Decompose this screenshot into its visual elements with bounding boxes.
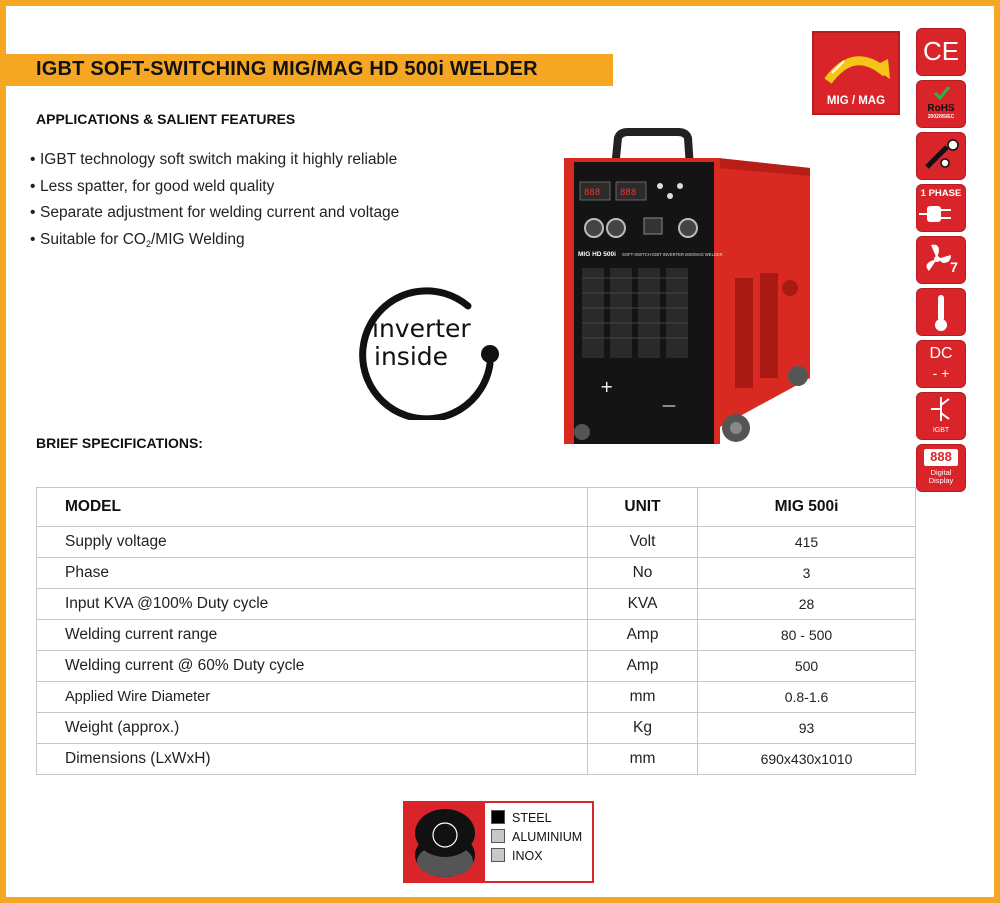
table-row [37, 558, 916, 589]
cell-unit: KVA [588, 589, 698, 620]
igbt-icon: IGBT [917, 393, 965, 439]
cell-value: 3 [698, 558, 916, 589]
welder-machine-image [560, 128, 820, 450]
table-header-row [37, 488, 916, 527]
feature-item: • IGBT technology soft switch making it highly reliable [30, 151, 398, 168]
material-compatibility-box [403, 801, 594, 883]
header-model: MODEL [37, 488, 588, 527]
svg-text:—: — [662, 398, 676, 414]
cell-parameter: Dimensions (LxWxH) [37, 744, 588, 775]
spec-table [36, 487, 916, 775]
cell-parameter: Welding current @ 60% Duty cycle [37, 651, 588, 682]
table-row [37, 713, 916, 744]
inverter-text: inverter [372, 314, 471, 343]
cell-unit: No [588, 558, 698, 589]
cell-parameter: Supply voltage [37, 527, 588, 558]
cell-unit: Volt [588, 527, 698, 558]
material-steel: STEEL [491, 810, 552, 825]
cell-unit: Amp [588, 651, 698, 682]
cell-parameter: Input KVA @100% Duty cycle [37, 589, 588, 620]
cell-value: 415 [698, 527, 916, 558]
cell-unit: Amp [588, 620, 698, 651]
torch-icon [917, 133, 965, 179]
svg-text:888: 888 [620, 188, 637, 198]
wire-spool-icon [405, 803, 485, 881]
header-mig500i: MIG 500i [698, 488, 916, 527]
table-row [37, 651, 916, 682]
inside-text: inside [374, 342, 449, 371]
swatch-aluminium [491, 829, 505, 843]
swatch-steel [491, 810, 505, 824]
cell-unit: Kg [588, 713, 698, 744]
svg-text:888: 888 [584, 188, 601, 198]
cell-value: 93 [698, 713, 916, 744]
material-aluminium: ALUMINIUM [491, 829, 582, 844]
plug-icon: 1 PHASE [917, 185, 965, 231]
dc-polarity-icon: DC - + [917, 341, 965, 387]
rohs-icon: RoHS 2002/95/EC [917, 81, 965, 127]
table-row [37, 589, 916, 620]
cell-value: 80 - 500 [698, 620, 916, 651]
cell-unit: mm [588, 744, 698, 775]
product-title: IGBT SOFT-SWITCHING MIG/MAG HD 500i WELDER [36, 58, 538, 80]
cell-parameter: Phase [37, 558, 588, 589]
table-row [37, 527, 916, 558]
header-unit: UNIT [588, 488, 698, 527]
cell-value: 690x430x1010 [698, 744, 916, 775]
mig-mag-badge [812, 31, 900, 115]
specs-heading: BRIEF SPECIFICATIONS: [36, 435, 203, 451]
cell-value: 500 [698, 651, 916, 682]
cell-parameter: Applied Wire Diameter [37, 682, 588, 713]
cell-unit: mm [588, 682, 698, 713]
svg-text:MIG HD 500i: MIG HD 500i [578, 251, 616, 258]
table-row [37, 682, 916, 713]
table-row [37, 620, 916, 651]
material-inox: INOX [491, 848, 543, 863]
feature-item: • Separate adjustment for welding current and voltage [30, 204, 400, 221]
ce-icon: CE [917, 29, 965, 75]
cell-parameter: Weight (approx.) [37, 713, 588, 744]
cell-parameter: Welding current range [37, 620, 588, 651]
title-bar [6, 54, 613, 86]
digital-display-icon: 888 Digital Display [917, 445, 965, 491]
swatch-inox [491, 848, 505, 862]
mig-mag-label: MIG / MAG [826, 95, 886, 107]
feature-list [30, 147, 399, 257]
cell-value: 0.8-1.6 [698, 682, 916, 713]
table-row [37, 744, 916, 775]
fan-icon: 7 [917, 237, 965, 283]
svg-text:SOFT-SWITCH IGBT INVERTER MIG/: SOFT-SWITCH IGBT INVERTER MIG/MAG WELDER [622, 252, 723, 257]
feature-item: • Suitable for $CO_2$/MIG Welding [30, 230, 245, 249]
cell-value: 28 [698, 589, 916, 620]
feature-item: • Less spatter, for good weld quality [30, 177, 275, 195]
inverter-inside-logo [350, 278, 510, 420]
applications-heading: APPLICATIONS & SALIENT FEATURES [36, 111, 296, 127]
thermometer-icon [917, 289, 965, 335]
svg-text:+: + [600, 377, 614, 396]
